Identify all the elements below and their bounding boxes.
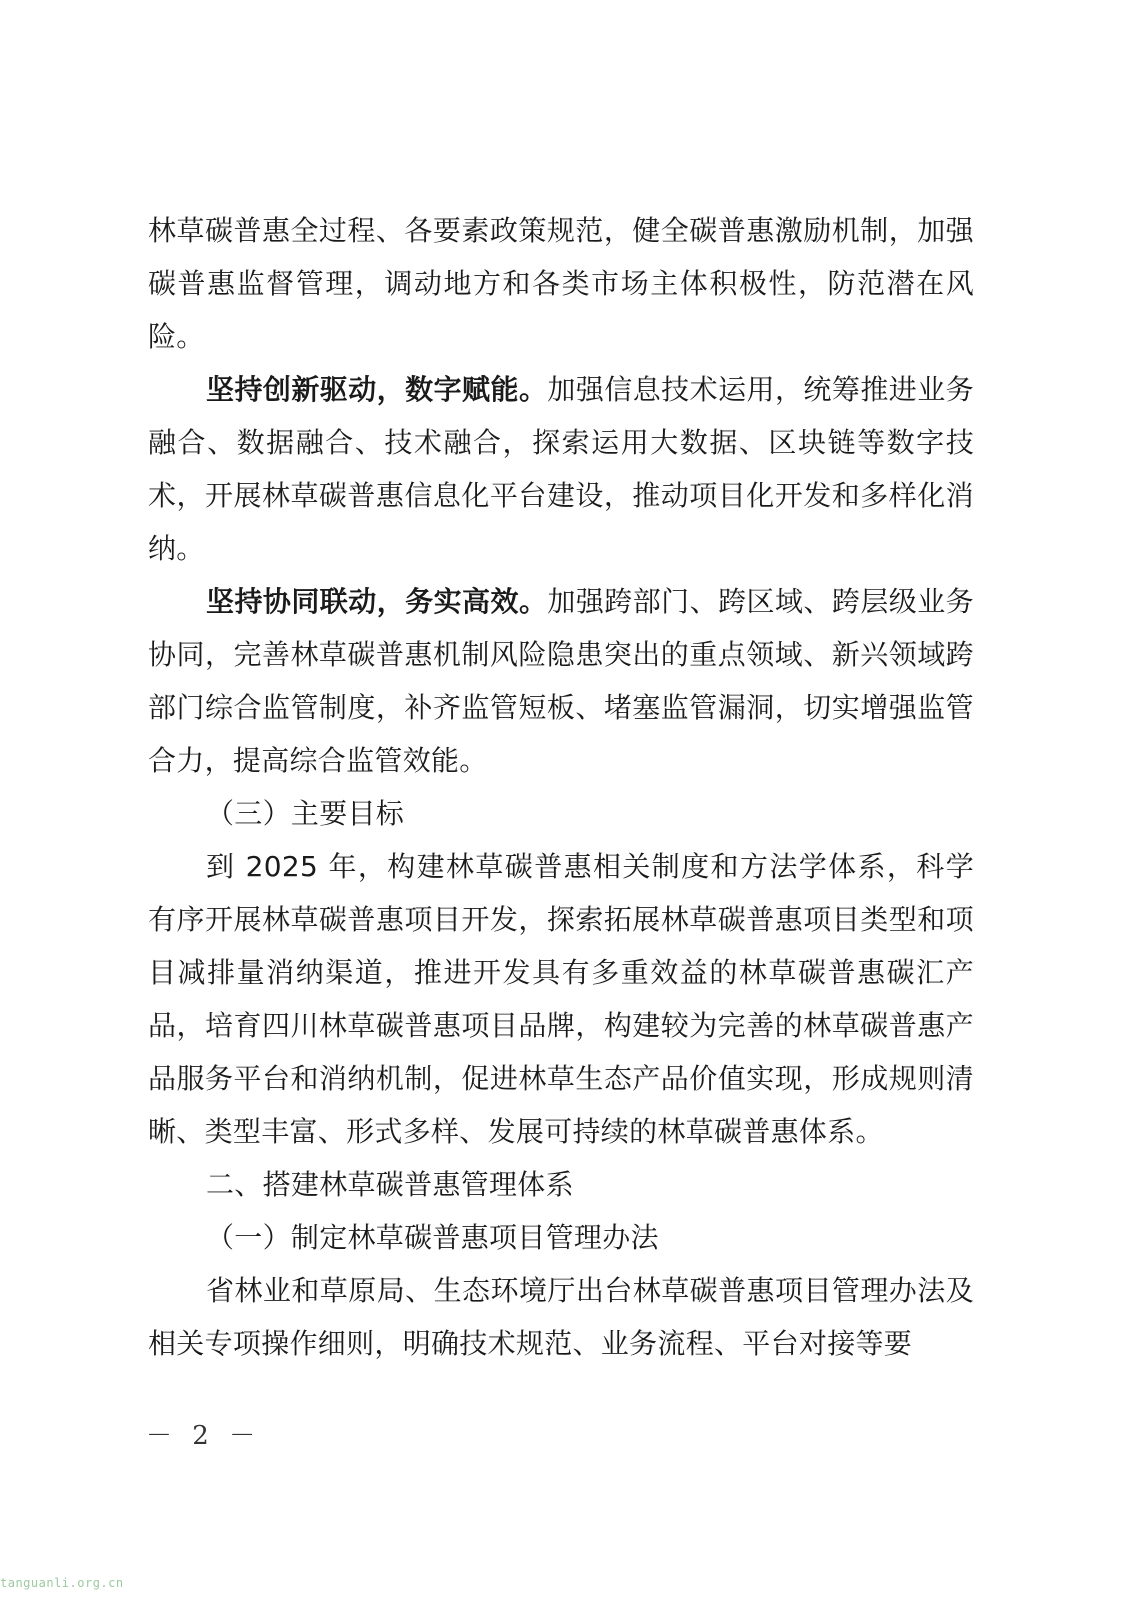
paragraph-measures bbox=[148, 1264, 974, 1370]
paragraph-lead: 坚持协同联动，务实高效。 bbox=[206, 585, 548, 618]
heading-text: （一）制定林草碳普惠项目管理办法 bbox=[206, 1221, 659, 1254]
heading-text: 二、搭建林草碳普惠管理体系 bbox=[206, 1168, 574, 1201]
document-body bbox=[148, 204, 974, 1370]
paragraph-continuation bbox=[148, 204, 974, 363]
paragraph-text: 加强信息技术运用，统筹推进业务融合、数据融合、技术融合，探索运用大数据、区块链等数字技术，开展林草碳普惠信息化平台建设，推动项目化开发和多样化消纳。 bbox=[148, 373, 974, 565]
watermark: tanguanli.org.cn bbox=[0, 1576, 124, 1590]
paragraph-text: 林草碳普惠全过程、各要素政策规范，健全碳普惠激励机制，加强碳普惠监督管理，调动地方和各类市场主体积极性，防范潜在风险。 bbox=[148, 214, 974, 353]
paragraph-lead: 坚持创新驱动，数字赋能。 bbox=[206, 373, 548, 406]
paragraph-text: 加强跨部门、跨区域、跨层级业务协同，完善林草碳普惠机制风险隐患突出的重点领域、新兴领域跨部门综合监管制度，补齐监管短板、堵塞监管漏洞，切实增强监管合力，提高综合监管效能。 bbox=[148, 585, 974, 777]
heading-text: （三）主要目标 bbox=[206, 797, 405, 830]
paragraph-text: 省林业和草原局、生态环境厅出台林草碳普惠项目管理办法及相关专项操作细则，明确技术规范、业务流程、平台对接等要 bbox=[148, 1274, 974, 1360]
section-heading-management-measures bbox=[148, 1211, 974, 1264]
page-number: － 2 － bbox=[146, 1421, 262, 1451]
section-heading-management-system bbox=[148, 1158, 974, 1211]
paragraph-innovation bbox=[148, 363, 974, 575]
section-heading-main-goals bbox=[148, 787, 974, 840]
paragraph-coordination bbox=[148, 575, 974, 787]
paragraph-goals bbox=[148, 840, 974, 1158]
paragraph-text: 到 2025 年，构建林草碳普惠相关制度和方法学体系，科学有序开展林草碳普惠项目开发，探索拓展林草碳普惠项目类型和项目减排量消纳渠道，推进开发具有多重效益的林草碳普惠碳汇产品，培育四川林草碳普惠项目品牌，构建较为完善的林草碳普惠产品服务平台和消纳机制，促进林草生态产品价值实现，形成规则清晰、类型丰富、形式多样、发展可持续的林草碳普惠体系。 bbox=[148, 850, 974, 1148]
